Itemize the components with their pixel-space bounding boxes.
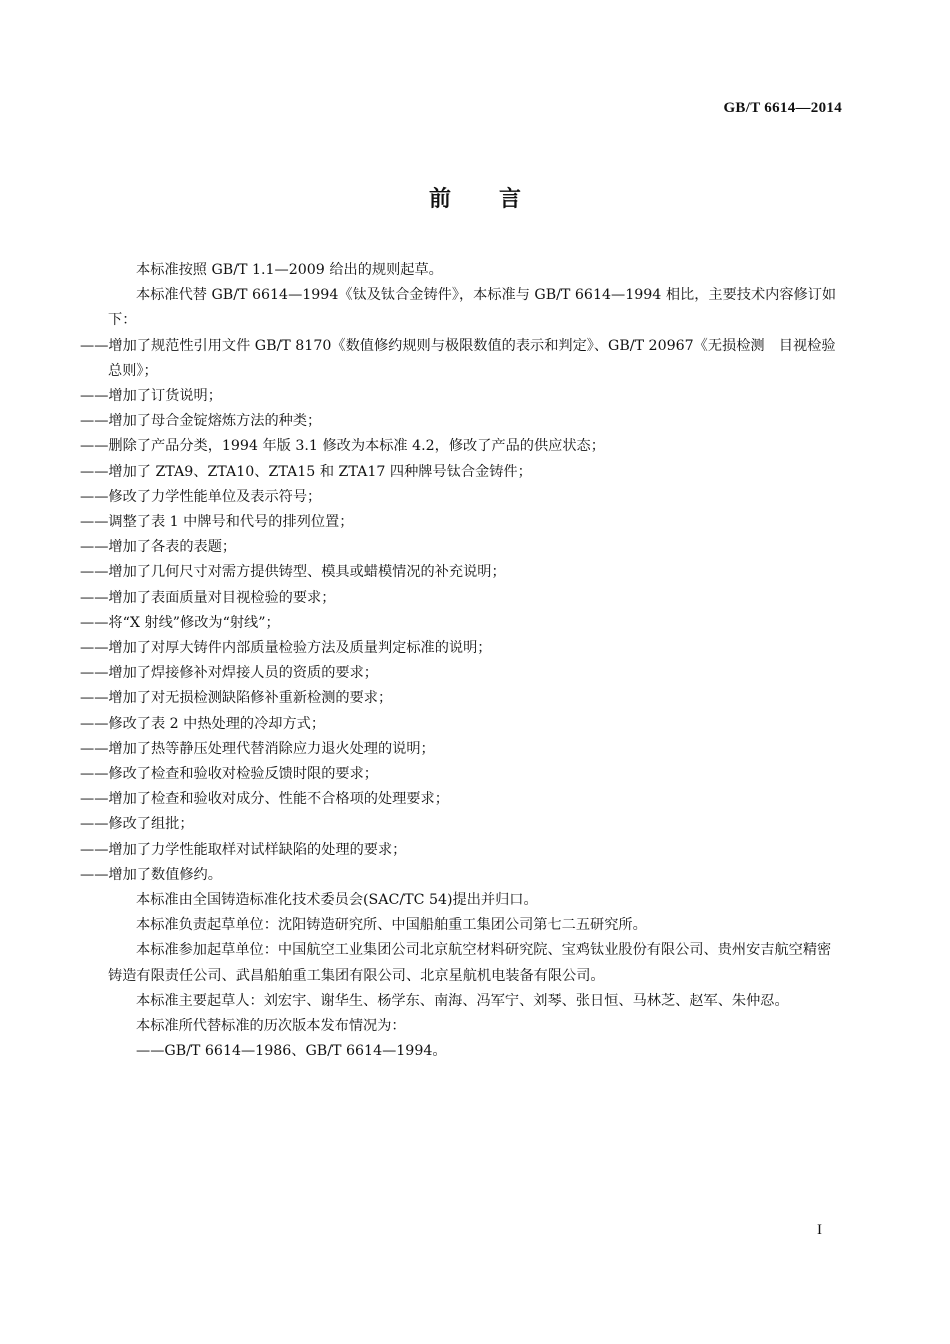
history-item: ——GB/T 6614—1986、GB/T 6614—1994。 [136, 1043, 447, 1060]
page-number: I [817, 1222, 822, 1238]
change-item: ——增加了对无损检测缺陷修补重新检测的要求； [80, 690, 393, 707]
page-title: 前言 [428, 187, 569, 212]
change-item: ——增加了热等静压处理代替消除应力退火处理的说明； [80, 740, 435, 757]
change-item: ——增加了几何尺寸对需方提供铸型、模具或蜡模情况的补充说明； [80, 564, 506, 581]
change-item: ——增加了母合金锭熔炼方法的种类； [80, 413, 322, 430]
paragraph-version-history: 本标准所代替标准的历次版本发布情况为： [136, 1018, 406, 1035]
change-item: ——增加了各表的表题； [80, 539, 237, 556]
change-item: ——增加了力学性能取样对试样缺陷的处理的要求； [80, 841, 407, 858]
change-item: ——修改了力学性能单位及表示符号； [80, 488, 322, 505]
change-item: ——删除了产品分类，1994 年版 3.1 修改为本标准 4.2，修改了产品的供应状态； [80, 438, 605, 455]
paragraph-main-drafters: 本标准主要起草人：刘宏宇、谢华生、杨学东、南海、冯军宁、刘琴、张日恒、马林芝、赵军、朱仲忍。 [136, 992, 789, 1009]
change-item: ——修改了组批； [80, 816, 194, 833]
change-item: ——增加了检查和验收对成分、性能不合格项的处理要求； [80, 791, 449, 808]
change-item: ——修改了检查和验收对检验反馈时限的要求； [80, 766, 378, 783]
change-item: ——增加了订货说明； [80, 388, 222, 405]
change-item: ——增加了 ZTA9、ZTA10、ZTA15 和 ZTA17 四种牌号钛合金铸件； [80, 463, 532, 480]
document-body [80, 258, 850, 1065]
paragraph-proposer: 本标准由全国铸造标准化技术委员会(SAC/TC 54)提出并归口。 [136, 892, 538, 909]
change-item: ——增加了规范性引用文件 GB/T 8170《数值修约规则与极限数值的表示和判定》、GB/T 20967《无损检测 目视检验 总则》； [80, 337, 850, 379]
paragraph-replacement-note: 本标准代替 GB/T 6614—1994《钛及钛合金铸件》，本标准与 GB/T 6614—1994 相比，主要技术内容修订如下： [108, 287, 837, 329]
change-item: ——增加了数值修约。 [80, 866, 222, 883]
change-item: ——增加了表面质量对目视检验的要求； [80, 589, 336, 606]
paragraph-drafting-rules: 本标准按照 GB/T 1.1—2009 给出的规则起草。 [136, 262, 443, 278]
change-item: ——调整了表 1 中牌号和代号的排列位置； [80, 514, 354, 531]
paragraph-participating-drafters: 本标准参加起草单位：中国航空工业集团公司北京航空材料研究院、宝鸡钛业股份有限公司、贵州安吉航空精密铸造有限责任公司、武昌船舶重工集团有限公司、北京星航机电装备有限公司。 [108, 942, 832, 984]
standard-code: GB/T 6614—2014 [723, 100, 842, 116]
change-item: ——修改了表 2 中热处理的冷却方式； [80, 715, 326, 732]
change-item: ——将“X 射线”修改为“射线”； [80, 614, 280, 631]
change-item: ——增加了对厚大铸件内部质量检验方法及质量判定标准的说明； [80, 640, 492, 657]
paragraph-lead-drafters: 本标准负责起草单位：沈阳铸造研究所、中国船舶重工集团公司第七二五研究所。 [136, 917, 647, 934]
change-item: ——增加了焊接修补对焊接人员的资质的要求； [80, 665, 378, 682]
